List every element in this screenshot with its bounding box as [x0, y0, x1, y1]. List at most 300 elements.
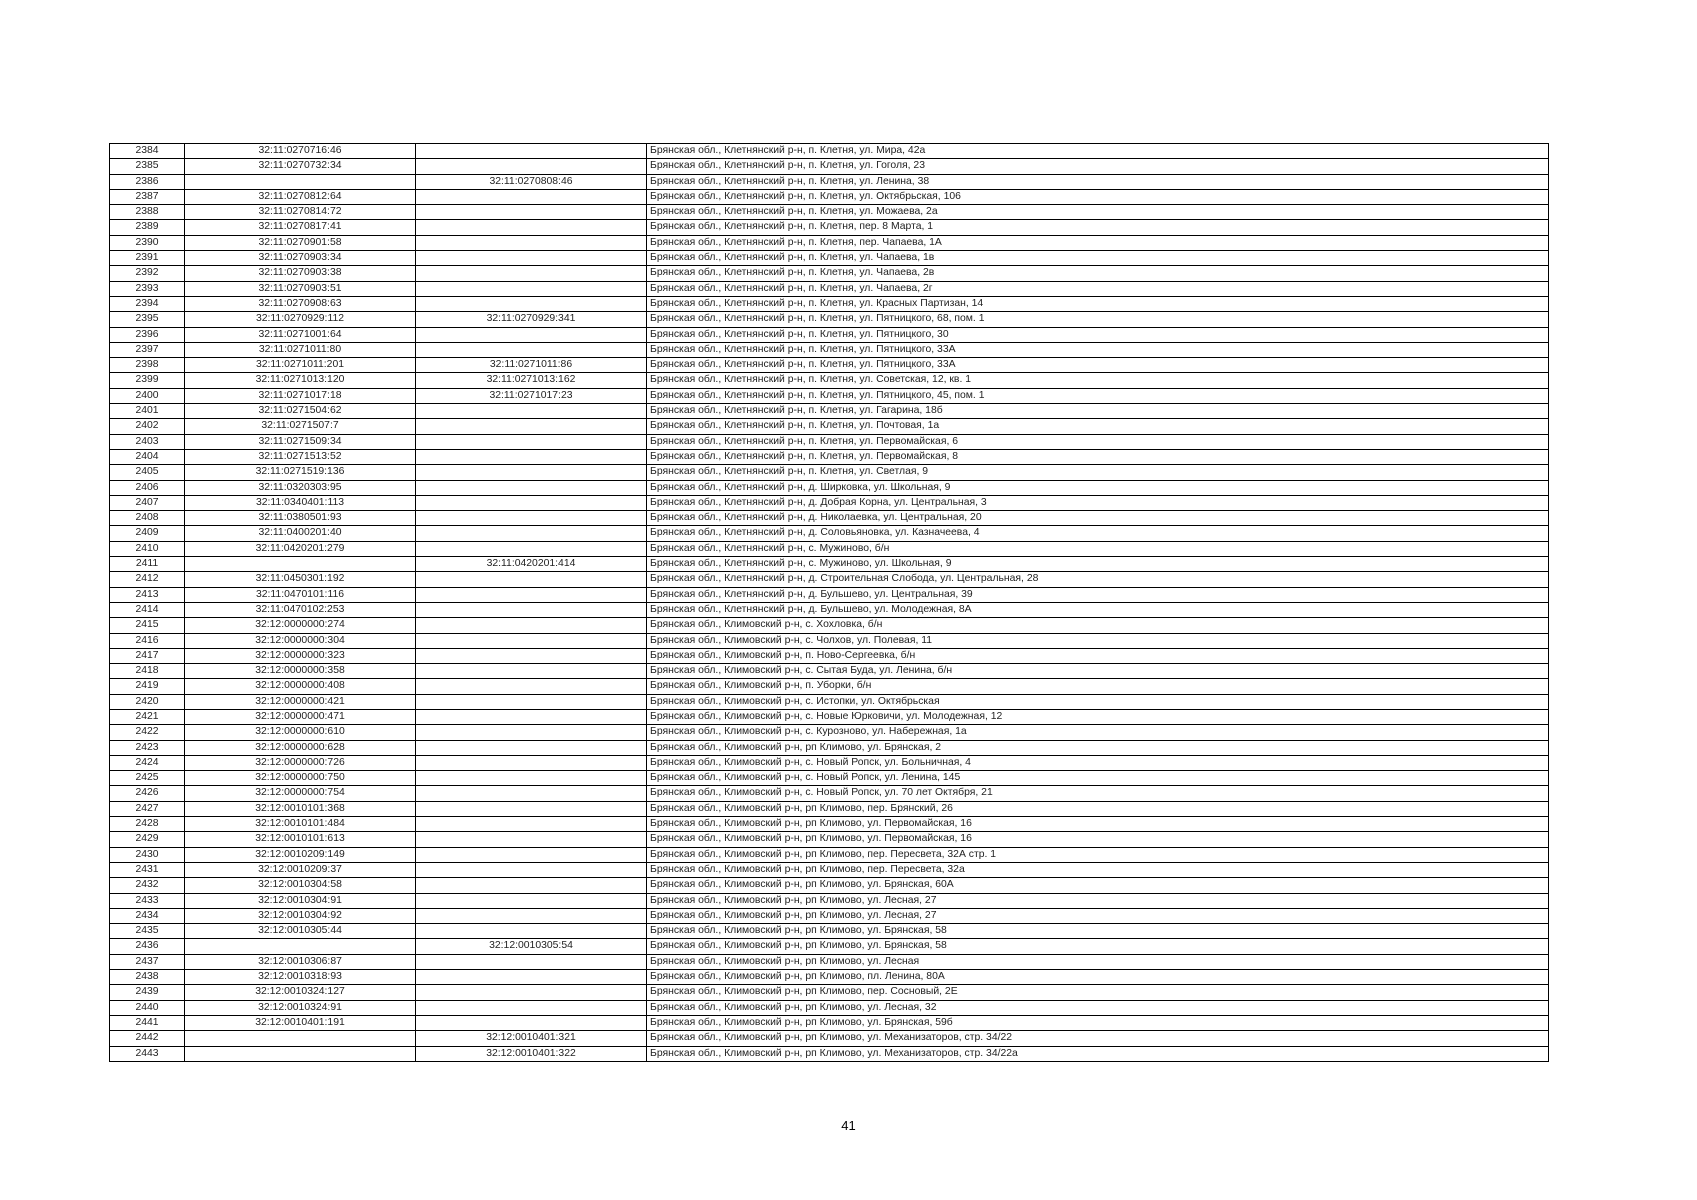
cadastral-number-cell: 32:12:0000000:274	[185, 618, 416, 633]
building-cadastral-number-cell	[416, 740, 647, 755]
table-row	[110, 434, 1549, 449]
table-row	[110, 235, 1549, 250]
table-row	[110, 373, 1549, 388]
cadastral-number-cell: 32:12:0010304:91	[185, 893, 416, 908]
table-row	[110, 174, 1549, 189]
address-cell: Брянская обл., Клетнянский р-н, п. Клетня, ул. Чапаева, 2в	[647, 266, 1549, 281]
building-cadastral-number-cell: 32:12:0010305:54	[416, 939, 647, 954]
row-number-cell: 2414	[110, 602, 185, 617]
address-cell: Брянская обл., Климовский р-н, рп Климово, ул. Брянская, 59б	[647, 1015, 1549, 1030]
table-row	[110, 633, 1549, 648]
address-cell: Брянская обл., Климовский р-н, рп Климово, ул. Брянская, 2	[647, 740, 1549, 755]
building-cadastral-number-cell	[416, 480, 647, 495]
address-cell: Брянская обл., Клетнянский р-н, п. Клетня, ул. Первомайская, 8	[647, 449, 1549, 464]
building-cadastral-number-cell: 32:12:0010401:321	[416, 1031, 647, 1046]
table-row	[110, 281, 1549, 296]
cadastral-number-cell: 32:12:0010401:191	[185, 1015, 416, 1030]
address-cell: Брянская обл., Климовский р-н, с. Истопки, ул. Октябрьская	[647, 694, 1549, 709]
cadastral-number-cell: 32:11:0470101:116	[185, 587, 416, 602]
row-number-cell: 2402	[110, 419, 185, 434]
building-cadastral-number-cell	[416, 801, 647, 816]
row-number-cell: 2410	[110, 541, 185, 556]
cadastral-number-cell	[185, 939, 416, 954]
cadastral-number-cell: 32:12:0010101:613	[185, 832, 416, 847]
row-number-cell: 2434	[110, 908, 185, 923]
table-row	[110, 495, 1549, 510]
row-number-cell: 2398	[110, 358, 185, 373]
table-row	[110, 878, 1549, 893]
row-number-cell: 2406	[110, 480, 185, 495]
building-cadastral-number-cell	[416, 908, 647, 923]
address-cell: Брянская обл., Климовский р-н, рп Климово, ул. Механизаторов, стр. 34/22	[647, 1031, 1549, 1046]
building-cadastral-number-cell: 32:11:0271017:23	[416, 388, 647, 403]
row-number-cell: 2430	[110, 847, 185, 862]
row-number-cell: 2426	[110, 786, 185, 801]
row-number-cell: 2423	[110, 740, 185, 755]
row-number-cell: 2407	[110, 495, 185, 510]
building-cadastral-number-cell	[416, 189, 647, 204]
cadastral-number-cell	[185, 174, 416, 189]
address-cell: Брянская обл., Климовский р-н, рп Климово, ул. Механизаторов, стр. 34/22а	[647, 1046, 1549, 1061]
table-row	[110, 511, 1549, 526]
property-table	[109, 143, 1549, 1062]
address-cell: Брянская обл., Клетнянский р-н, д. Николаевка, ул. Центральная, 20	[647, 511, 1549, 526]
building-cadastral-number-cell	[416, 342, 647, 357]
row-number-cell: 2396	[110, 327, 185, 342]
row-number-cell: 2436	[110, 939, 185, 954]
row-number-cell: 2432	[110, 878, 185, 893]
row-number-cell: 2429	[110, 832, 185, 847]
address-cell: Брянская обл., Клетнянский р-н, с. Мужиново, ул. Школьная, 9	[647, 557, 1549, 572]
table-row	[110, 679, 1549, 694]
cadastral-number-cell: 32:11:0270903:34	[185, 251, 416, 266]
table-row	[110, 847, 1549, 862]
address-cell: Брянская обл., Климовский р-н, п. Уборки, б/н	[647, 679, 1549, 694]
cadastral-number-cell: 32:12:0000000:408	[185, 679, 416, 694]
cadastral-number-cell	[185, 1031, 416, 1046]
row-number-cell: 2388	[110, 205, 185, 220]
building-cadastral-number-cell: 32:11:0271011:86	[416, 358, 647, 373]
building-cadastral-number-cell	[416, 832, 647, 847]
row-number-cell: 2387	[110, 189, 185, 204]
address-cell: Брянская обл., Климовский р-н, рп Климово, ул. Брянская, 58	[647, 924, 1549, 939]
building-cadastral-number-cell	[416, 954, 647, 969]
table-row	[110, 388, 1549, 403]
cadastral-number-cell: 32:12:0000000:610	[185, 725, 416, 740]
property-table-body	[110, 144, 1549, 1062]
address-cell: Брянская обл., Клетнянский р-н, д. Бульшево, ул. Молодежная, 8А	[647, 602, 1549, 617]
address-cell: Брянская обл., Климовский р-н, рп Климово, ул. Брянская, 58	[647, 939, 1549, 954]
table-row	[110, 648, 1549, 663]
cadastral-number-cell: 32:11:0271509:34	[185, 434, 416, 449]
building-cadastral-number-cell	[416, 633, 647, 648]
cadastral-number-cell: 32:11:0380501:93	[185, 511, 416, 526]
cadastral-number-cell: 32:12:0000000:750	[185, 771, 416, 786]
building-cadastral-number-cell: 32:12:0010401:322	[416, 1046, 647, 1061]
table-row	[110, 327, 1549, 342]
address-cell: Брянская обл., Климовский р-н, рп Климово, ул. Лесная	[647, 954, 1549, 969]
cadastral-number-cell: 32:11:0470102:253	[185, 602, 416, 617]
cadastral-number-cell: 32:11:0270929:112	[185, 312, 416, 327]
address-cell: Брянская обл., Клетнянский р-н, п. Клетня, ул. Гагарина, 18б	[647, 404, 1549, 419]
building-cadastral-number-cell	[416, 251, 647, 266]
cadastral-number-cell: 32:12:0010101:484	[185, 817, 416, 832]
building-cadastral-number-cell	[416, 664, 647, 679]
building-cadastral-number-cell	[416, 266, 647, 281]
table-row	[110, 449, 1549, 464]
building-cadastral-number-cell: 32:11:0270808:46	[416, 174, 647, 189]
address-cell: Брянская обл., Клетнянский р-н, п. Клетня, ул. Советская, 12, кв. 1	[647, 373, 1549, 388]
address-cell: Брянская обл., Клетнянский р-н, п. Клетня, ул. Пятницкого, 33А	[647, 342, 1549, 357]
cadastral-number-cell: 32:12:0000000:421	[185, 694, 416, 709]
cadastral-number-cell: 32:12:0010304:92	[185, 908, 416, 923]
cadastral-number-cell: 32:11:0271017:18	[185, 388, 416, 403]
cadastral-number-cell: 32:12:0000000:628	[185, 740, 416, 755]
cadastral-number-cell: 32:11:0270903:38	[185, 266, 416, 281]
cadastral-number-cell: 32:11:0271507:7	[185, 419, 416, 434]
building-cadastral-number-cell: 32:11:0271013:162	[416, 373, 647, 388]
building-cadastral-number-cell	[416, 709, 647, 724]
cadastral-number-cell: 32:11:0270817:41	[185, 220, 416, 235]
table-row	[110, 817, 1549, 832]
building-cadastral-number-cell	[416, 205, 647, 220]
building-cadastral-number-cell	[416, 924, 647, 939]
address-cell: Брянская обл., Климовский р-н, с. Сытая Буда, ул. Ленина, б/н	[647, 664, 1549, 679]
row-number-cell: 2431	[110, 862, 185, 877]
row-number-cell: 2401	[110, 404, 185, 419]
building-cadastral-number-cell	[416, 572, 647, 587]
table-row	[110, 1015, 1549, 1030]
building-cadastral-number-cell	[416, 144, 647, 159]
cadastral-number-cell: 32:11:0271001:64	[185, 327, 416, 342]
table-row	[110, 251, 1549, 266]
building-cadastral-number-cell	[416, 755, 647, 770]
building-cadastral-number-cell	[416, 159, 647, 174]
row-number-cell: 2419	[110, 679, 185, 694]
row-number-cell: 2435	[110, 924, 185, 939]
cadastral-number-cell: 32:11:0420201:279	[185, 541, 416, 556]
address-cell: Брянская обл., Климовский р-н, рп Климово, ул. Лесная, 32	[647, 1000, 1549, 1015]
cadastral-number-cell: 32:12:0000000:358	[185, 664, 416, 679]
building-cadastral-number-cell	[416, 878, 647, 893]
cadastral-number-cell: 32:12:0010305:44	[185, 924, 416, 939]
row-number-cell: 2404	[110, 449, 185, 464]
building-cadastral-number-cell	[416, 1000, 647, 1015]
cadastral-number-cell: 32:11:0270814:72	[185, 205, 416, 220]
cadastral-number-cell: 32:12:0010304:58	[185, 878, 416, 893]
row-number-cell: 2438	[110, 970, 185, 985]
row-number-cell: 2412	[110, 572, 185, 587]
table-row	[110, 572, 1549, 587]
table-row	[110, 465, 1549, 480]
building-cadastral-number-cell	[416, 618, 647, 633]
address-cell: Брянская обл., Климовский р-н, рп Климово, ул. Первомайская, 16	[647, 832, 1549, 847]
address-cell: Брянская обл., Климовский р-н, рп Климово, пл. Ленина, 80А	[647, 970, 1549, 985]
building-cadastral-number-cell	[416, 725, 647, 740]
table-row	[110, 709, 1549, 724]
building-cadastral-number-cell	[416, 847, 647, 862]
row-number-cell: 2394	[110, 296, 185, 311]
row-number-cell: 2433	[110, 893, 185, 908]
address-cell: Брянская обл., Климовский р-н, рп Климово, ул. Лесная, 27	[647, 893, 1549, 908]
table-row	[110, 771, 1549, 786]
row-number-cell: 2392	[110, 266, 185, 281]
address-cell: Брянская обл., Климовский р-н, с. Новый Ропск, ул. 70 лет Октября, 21	[647, 786, 1549, 801]
table-row	[110, 342, 1549, 357]
row-number-cell: 2391	[110, 251, 185, 266]
table-row	[110, 725, 1549, 740]
table-row	[110, 312, 1549, 327]
row-number-cell: 2409	[110, 526, 185, 541]
row-number-cell: 2405	[110, 465, 185, 480]
cadastral-number-cell	[185, 557, 416, 572]
address-cell: Брянская обл., Климовский р-н, с. Курозново, ул. Набережная, 1а	[647, 725, 1549, 740]
cadastral-number-cell: 32:12:0010318:93	[185, 970, 416, 985]
building-cadastral-number-cell	[416, 893, 647, 908]
page-number: 41	[841, 1118, 856, 1133]
address-cell: Брянская обл., Клетнянский р-н, с. Мужиново, б/н	[647, 541, 1549, 556]
table-row	[110, 832, 1549, 847]
building-cadastral-number-cell	[416, 648, 647, 663]
table-row	[110, 954, 1549, 969]
building-cadastral-number-cell	[416, 296, 647, 311]
row-number-cell: 2442	[110, 1031, 185, 1046]
table-row	[110, 755, 1549, 770]
row-number-cell: 2440	[110, 1000, 185, 1015]
address-cell: Брянская обл., Клетнянский р-н, п. Клетня, ул. Пятницкого, 68, пом. 1	[647, 312, 1549, 327]
row-number-cell: 2400	[110, 388, 185, 403]
cadastral-number-cell: 32:12:0010324:91	[185, 1000, 416, 1015]
row-number-cell: 2428	[110, 817, 185, 832]
cadastral-number-cell	[185, 1046, 416, 1061]
building-cadastral-number-cell	[416, 862, 647, 877]
address-cell: Брянская обл., Клетнянский р-н, п. Клетня, ул. Красных Партизан, 14	[647, 296, 1549, 311]
row-number-cell: 2389	[110, 220, 185, 235]
address-cell: Брянская обл., Клетнянский р-н, п. Клетня, ул. Можаева, 2а	[647, 205, 1549, 220]
building-cadastral-number-cell	[416, 434, 647, 449]
row-number-cell: 2421	[110, 709, 185, 724]
table-row	[110, 557, 1549, 572]
address-cell: Брянская обл., Клетнянский р-н, п. Клетня, ул. Чапаева, 2г	[647, 281, 1549, 296]
address-cell: Брянская обл., Клетнянский р-н, п. Клетня, пер. Чапаева, 1А	[647, 235, 1549, 250]
row-number-cell: 2408	[110, 511, 185, 526]
table-row	[110, 541, 1549, 556]
address-cell: Брянская обл., Клетнянский р-н, д. Бульшево, ул. Центральная, 39	[647, 587, 1549, 602]
cadastral-number-cell: 32:12:0010306:87	[185, 954, 416, 969]
table-row	[110, 740, 1549, 755]
row-number-cell: 2386	[110, 174, 185, 189]
table-row	[110, 587, 1549, 602]
row-number-cell: 2420	[110, 694, 185, 709]
cadastral-number-cell: 32:12:0010209:37	[185, 862, 416, 877]
row-number-cell: 2403	[110, 434, 185, 449]
table-row	[110, 602, 1549, 617]
building-cadastral-number-cell	[416, 511, 647, 526]
table-row	[110, 404, 1549, 419]
cadastral-number-cell: 32:11:0271011:80	[185, 342, 416, 357]
row-number-cell: 2413	[110, 587, 185, 602]
row-number-cell: 2437	[110, 954, 185, 969]
building-cadastral-number-cell	[416, 786, 647, 801]
building-cadastral-number-cell	[416, 235, 647, 250]
address-cell: Брянская обл., Клетнянский р-н, д. Добрая Корна, ул. Центральная, 3	[647, 495, 1549, 510]
row-number-cell: 2397	[110, 342, 185, 357]
cadastral-number-cell: 32:11:0271504:62	[185, 404, 416, 419]
cadastral-number-cell: 32:11:0400201:40	[185, 526, 416, 541]
address-cell: Брянская обл., Клетнянский р-н, п. Клетня, ул. Светлая, 9	[647, 465, 1549, 480]
table-row	[110, 358, 1549, 373]
cadastral-number-cell: 32:11:0340401:113	[185, 495, 416, 510]
address-cell: Брянская обл., Клетнянский р-н, п. Клетня, ул. Первомайская, 6	[647, 434, 1549, 449]
cadastral-number-cell: 32:12:0010209:149	[185, 847, 416, 862]
address-cell: Брянская обл., Клетнянский р-н, п. Клетня, ул. Мира, 42а	[647, 144, 1549, 159]
table-row	[110, 220, 1549, 235]
table-row	[110, 144, 1549, 159]
cadastral-number-cell: 32:12:0010324:127	[185, 985, 416, 1000]
building-cadastral-number-cell: 32:11:0270929:341	[416, 312, 647, 327]
address-cell: Брянская обл., Клетнянский р-н, п. Клетня, ул. Пятницкого, 33А	[647, 358, 1549, 373]
cadastral-number-cell: 32:11:0270901:58	[185, 235, 416, 250]
address-cell: Брянская обл., Климовский р-н, рп Климово, пер. Брянский, 26	[647, 801, 1549, 816]
row-number-cell: 2422	[110, 725, 185, 740]
building-cadastral-number-cell	[416, 495, 647, 510]
building-cadastral-number-cell	[416, 465, 647, 480]
row-number-cell: 2399	[110, 373, 185, 388]
table-row	[110, 908, 1549, 923]
building-cadastral-number-cell	[416, 602, 647, 617]
row-number-cell: 2439	[110, 985, 185, 1000]
table-row	[110, 480, 1549, 495]
building-cadastral-number-cell	[416, 1015, 647, 1030]
address-cell: Брянская обл., Клетнянский р-н, п. Клетня, пер. 8 Марта, 1	[647, 220, 1549, 235]
row-number-cell: 2418	[110, 664, 185, 679]
address-cell: Брянская обл., Клетнянский р-н, д. Ширковка, ул. Школьная, 9	[647, 480, 1549, 495]
address-cell: Брянская обл., Климовский р-н, с. Новые Юрковичи, ул. Молодежная, 12	[647, 709, 1549, 724]
address-cell: Брянская обл., Клетнянский р-н, п. Клетня, ул. Пятницкого, 45, пом. 1	[647, 388, 1549, 403]
building-cadastral-number-cell: 32:11:0420201:414	[416, 557, 647, 572]
row-number-cell: 2390	[110, 235, 185, 250]
table-row	[110, 970, 1549, 985]
building-cadastral-number-cell	[416, 526, 647, 541]
address-cell: Брянская обл., Клетнянский р-н, п. Клетня, ул. Почтовая, 1а	[647, 419, 1549, 434]
address-cell: Брянская обл., Климовский р-н, рп Климово, пер. Пересвета, 32А стр. 1	[647, 847, 1549, 862]
cadastral-number-cell: 32:11:0271513:52	[185, 449, 416, 464]
cadastral-number-cell: 32:11:0450301:192	[185, 572, 416, 587]
table-row	[110, 924, 1549, 939]
row-number-cell: 2425	[110, 771, 185, 786]
building-cadastral-number-cell	[416, 220, 647, 235]
cadastral-number-cell: 32:11:0270812:64	[185, 189, 416, 204]
cadastral-number-cell: 32:12:0000000:323	[185, 648, 416, 663]
table-row	[110, 985, 1549, 1000]
building-cadastral-number-cell	[416, 985, 647, 1000]
address-cell: Брянская обл., Клетнянский р-н, д. Строительная Слобода, ул. Центральная, 28	[647, 572, 1549, 587]
cadastral-number-cell: 32:11:0271519:136	[185, 465, 416, 480]
cadastral-number-cell: 32:12:0000000:304	[185, 633, 416, 648]
row-number-cell: 2443	[110, 1046, 185, 1061]
table-row	[110, 1031, 1549, 1046]
address-cell: Брянская обл., Клетнянский р-н, п. Клетня, ул. Гоголя, 23	[647, 159, 1549, 174]
address-cell: Брянская обл., Климовский р-н, с. Новый Ропск, ул. Больничная, 4	[647, 755, 1549, 770]
cadastral-number-cell: 32:11:0271011:201	[185, 358, 416, 373]
cadastral-number-cell: 32:11:0320303:95	[185, 480, 416, 495]
table-row	[110, 526, 1549, 541]
address-cell: Брянская обл., Клетнянский р-н, п. Клетня, ул. Чапаева, 1в	[647, 251, 1549, 266]
building-cadastral-number-cell	[416, 970, 647, 985]
cadastral-number-cell: 32:11:0270732:34	[185, 159, 416, 174]
building-cadastral-number-cell	[416, 404, 647, 419]
cadastral-number-cell: 32:11:0270716:46	[185, 144, 416, 159]
table-row	[110, 939, 1549, 954]
row-number-cell: 2427	[110, 801, 185, 816]
row-number-cell: 2385	[110, 159, 185, 174]
table-row	[110, 786, 1549, 801]
cadastral-number-cell: 32:11:0271013:120	[185, 373, 416, 388]
table-row	[110, 862, 1549, 877]
address-cell: Брянская обл., Климовский р-н, рп Климово, ул. Лесная, 27	[647, 908, 1549, 923]
building-cadastral-number-cell	[416, 694, 647, 709]
table-row	[110, 159, 1549, 174]
table-row	[110, 1000, 1549, 1015]
row-number-cell: 2416	[110, 633, 185, 648]
table-row	[110, 618, 1549, 633]
cadastral-number-cell: 32:11:0270908:63	[185, 296, 416, 311]
table-row	[110, 205, 1549, 220]
address-cell: Брянская обл., Климовский р-н, п. Ново-Сергеевка, б/н	[647, 648, 1549, 663]
table-row	[110, 694, 1549, 709]
address-cell: Брянская обл., Клетнянский р-н, п. Клетня, ул. Пятницкого, 30	[647, 327, 1549, 342]
cadastral-number-cell: 32:12:0000000:471	[185, 709, 416, 724]
address-cell: Брянская обл., Клетнянский р-н, п. Клетня, ул. Октябрьская, 106	[647, 189, 1549, 204]
building-cadastral-number-cell	[416, 771, 647, 786]
building-cadastral-number-cell	[416, 679, 647, 694]
row-number-cell: 2415	[110, 618, 185, 633]
row-number-cell: 2384	[110, 144, 185, 159]
row-number-cell: 2424	[110, 755, 185, 770]
building-cadastral-number-cell	[416, 419, 647, 434]
table-row	[110, 296, 1549, 311]
building-cadastral-number-cell	[416, 449, 647, 464]
table-row	[110, 189, 1549, 204]
address-cell: Брянская обл., Климовский р-н, с. Новый Ропск, ул. Ленина, 145	[647, 771, 1549, 786]
table-row	[110, 1046, 1549, 1061]
address-cell: Брянская обл., Климовский р-н, с. Хохловка, б/н	[647, 618, 1549, 633]
address-cell: Брянская обл., Климовский р-н, с. Чолхов, ул. Полевая, 11	[647, 633, 1549, 648]
row-number-cell: 2411	[110, 557, 185, 572]
building-cadastral-number-cell	[416, 281, 647, 296]
table-row	[110, 893, 1549, 908]
building-cadastral-number-cell	[416, 541, 647, 556]
table-row	[110, 419, 1549, 434]
address-cell: Брянская обл., Климовский р-н, рп Климово, ул. Брянская, 60А	[647, 878, 1549, 893]
building-cadastral-number-cell	[416, 587, 647, 602]
building-cadastral-number-cell	[416, 327, 647, 342]
cadastral-number-cell: 32:12:0000000:754	[185, 786, 416, 801]
cadastral-number-cell: 32:12:0010101:368	[185, 801, 416, 816]
address-cell: Брянская обл., Климовский р-н, рп Климово, ул. Первомайская, 16	[647, 817, 1549, 832]
table-row	[110, 664, 1549, 679]
address-cell: Брянская обл., Клетнянский р-н, д. Соловьяновка, ул. Казначеева, 4	[647, 526, 1549, 541]
building-cadastral-number-cell	[416, 817, 647, 832]
cadastral-number-cell: 32:11:0270903:51	[185, 281, 416, 296]
row-number-cell: 2393	[110, 281, 185, 296]
address-cell: Брянская обл., Климовский р-н, рп Климово, пер. Сосновый, 2Е	[647, 985, 1549, 1000]
row-number-cell: 2417	[110, 648, 185, 663]
table-row	[110, 801, 1549, 816]
cadastral-number-cell: 32:12:0000000:726	[185, 755, 416, 770]
address-cell: Брянская обл., Климовский р-н, рп Климово, пер. Пересвета, 32а	[647, 862, 1549, 877]
row-number-cell: 2441	[110, 1015, 185, 1030]
